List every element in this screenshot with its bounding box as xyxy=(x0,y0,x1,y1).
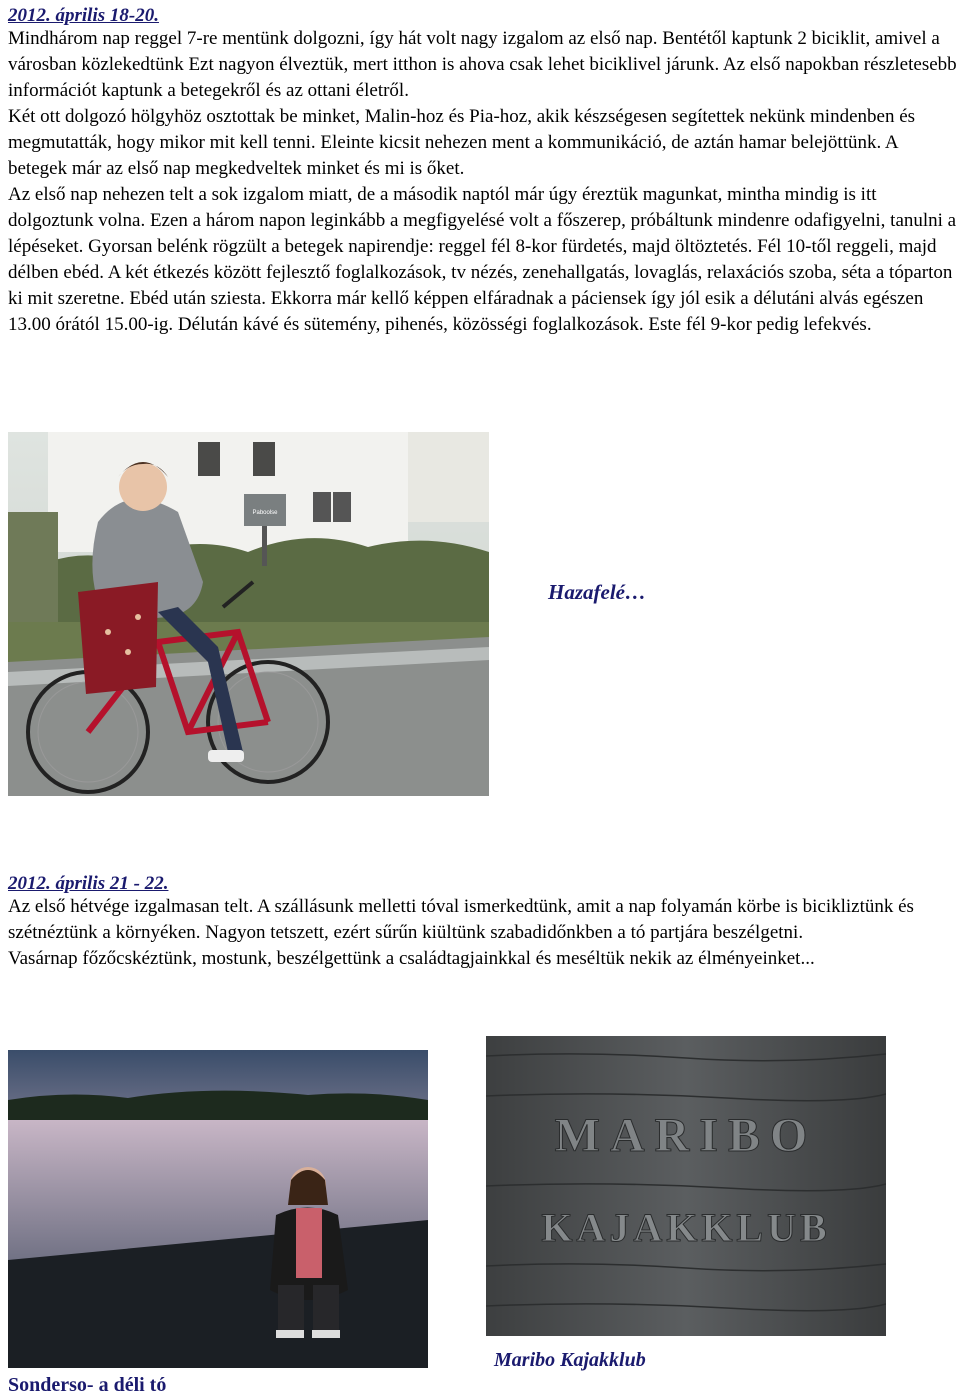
section1-date-heading: 2012. április 18-20. xyxy=(8,5,159,26)
section1-body xyxy=(8,26,958,338)
wooden-sign-photo xyxy=(486,1036,886,1336)
section2-paragraph-1: Az első hétvége izgalmasan telt. A szállásunk melletti tóval ismerkedtünk, amit a nap folyamán körbe is bicikliztünk és szétnéztünk a környéken. Nagyon tetszett, ezért sűrűn kiültünk szabadidőnkben a tó partjára beszélgetni. xyxy=(8,896,914,943)
bicycle-photo xyxy=(8,432,489,796)
sign-text: Paboolse xyxy=(252,510,278,516)
section2-body xyxy=(8,894,960,972)
wood-line-1-text: MARIBO xyxy=(554,1109,818,1162)
section1-paragraph-2: Két ott dolgozó hölgyhöz osztottak be minket, Malin-hoz és Pia-hoz, akik készségesen segítettek nekünk mindenben és megmutatták, hogy mikor mit kell tenni. Eleinte kicsit nehezen ment a kommunikáció, de aztán hamar belejöttünk. A betegek már az első nap megkedveltek minket és mi is őket. xyxy=(8,106,916,179)
lake-photo-caption: Sonderso- a déli tó xyxy=(8,1374,167,1396)
section2-paragraph-2: Vasárnap főzőcskéztünk, mostunk, beszélgettünk a családtagjainkkal és meséltük nekik az élményeinket... xyxy=(8,948,815,969)
wood-line-2-text: KAJAKKLUB xyxy=(541,1205,831,1250)
wooden-sign-caption: Maribo Kajakklub xyxy=(494,1349,646,1371)
section2-date-heading: 2012. április 21 - 22. xyxy=(8,873,169,894)
lake-photo xyxy=(8,1050,428,1368)
section1-paragraph-1: Mindhárom nap reggel 7-re mentünk dolgozni, így hát volt nagy izgalom az első nap. Bentétől kaptunk 2 biciklit, amivel a városban közlekedtünk Ezt nagyon élveztük, mert itthon is ahova csak lehet biciklivel járunk. Az első napokban részletesebb információt kaptunk a betegekről és az ottani életről. xyxy=(8,28,957,101)
bicycle-photo-caption: Hazafelé… xyxy=(548,580,646,604)
section1-paragraph-3: Az első nap nehezen telt a sok izgalom miatt, de a második naptól már úgy éreztük magunkat, mintha mindig is itt dolgoztunk volna. Ezen a három napon leginkább a megfigyelésé volt a főszerep, próbáltunk mindenre odafigyelni, tanulni a lépéseket. Gyorsan belénk rögzült a betegek napirendje: reggel fél 8-kor fürdetés, majd öltöztetés. Fél 10-től reggeli, majd délben ebéd. A két étkezés között fejlesztő foglalkozások, tv nézés, zenehallgatás, lovaglás, relaxációs szoba, séta a tóparton ki mit szeretne. Ebéd után sziesta. Ekkorra már kellő képpen elfáradnak a páciensek így jól esik a délutáni alvás egészen 13.00 órától 15.00-ig. Délután kávé és sütemény, pihenés, közösségi foglalkozások. Este fél 9-kor pedig lefekvés. xyxy=(8,184,957,335)
